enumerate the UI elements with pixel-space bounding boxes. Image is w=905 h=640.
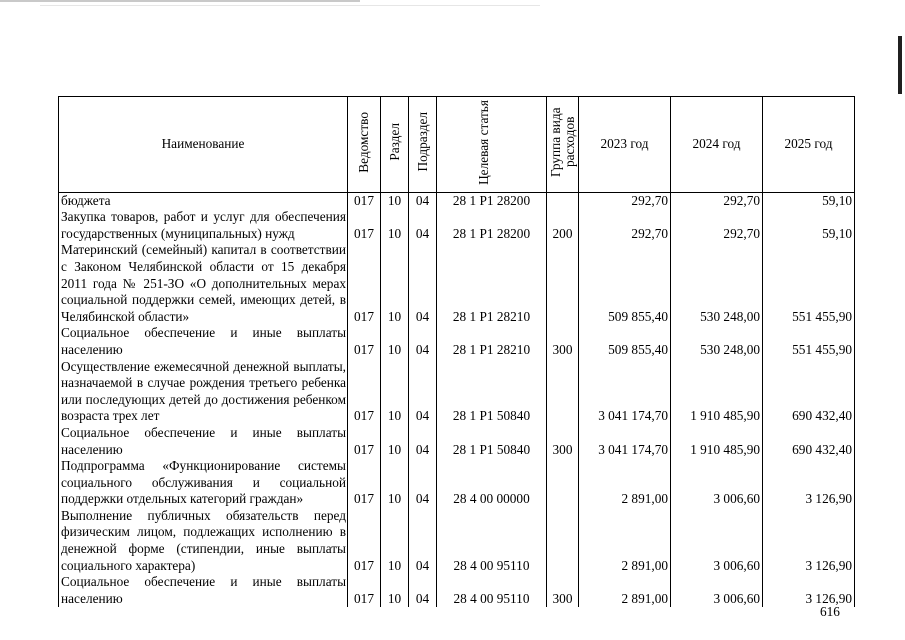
row-podrazdel: 04 — [409, 242, 437, 325]
row-gruppa: 300 — [547, 425, 579, 458]
row-2023: 2 891,00 — [579, 508, 671, 574]
row-2023: 3 041 174,70 — [579, 425, 671, 458]
row-2024: 530 248,00 — [671, 242, 763, 325]
row-2025: 3 126,90 — [763, 458, 855, 508]
table-row — [59, 242, 855, 325]
row-name: Социальное обеспечение и иные выплаты населению — [59, 574, 348, 607]
row-vedomstvo: 017 — [348, 574, 381, 607]
header-year-2023: 2023 год — [579, 97, 671, 193]
row-podrazdel: 04 — [409, 425, 437, 458]
row-celevaya-statya: 28 1 P1 28200 — [437, 192, 547, 209]
row-gruppa: 200 — [547, 209, 579, 242]
row-gruppa — [547, 508, 579, 574]
row-2025: 3 126,90 — [763, 508, 855, 574]
row-celevaya-statya: 28 4 00 95110 — [437, 508, 547, 574]
row-celevaya-statya: 28 1 P1 28210 — [437, 242, 547, 325]
row-razdel: 10 — [381, 242, 409, 325]
row-gruppa: 300 — [547, 574, 579, 607]
row-vedomstvo: 017 — [348, 242, 381, 325]
table-row — [59, 508, 855, 574]
row-2025: 690 432,40 — [763, 359, 855, 425]
row-vedomstvo: 017 — [348, 359, 381, 425]
row-name: Материнский (семейный) капитал в соответствии с Законом Челябинской области от 15 декабря 2011 года № 251-ЗО «О дополнительных мерах социальной поддержки семей, имеющих детей, в Челябинской области» — [59, 242, 348, 325]
row-razdel: 10 — [381, 458, 409, 508]
row-2023: 509 855,40 — [579, 242, 671, 325]
row-gruppa — [547, 192, 579, 209]
row-2024: 3 006,60 — [671, 574, 763, 607]
row-2023: 3 041 174,70 — [579, 359, 671, 425]
row-celevaya-statya: 28 4 00 00000 — [437, 458, 547, 508]
row-podrazdel: 04 — [409, 458, 437, 508]
row-gruppa — [547, 359, 579, 425]
table-row — [59, 209, 855, 242]
row-vedomstvo: 017 — [348, 325, 381, 358]
row-name: бюджета — [59, 192, 348, 209]
header-razdel: Раздел — [381, 97, 409, 193]
row-2025: 3 126,90 — [763, 574, 855, 607]
header-vedomstvo: Ведомство — [348, 97, 381, 193]
row-name: Социальное обеспечение и иные выплаты населению — [59, 425, 348, 458]
row-razdel: 10 — [381, 209, 409, 242]
row-vedomstvo: 017 — [348, 192, 381, 209]
header-celevaya-statya: Целевая статья — [437, 97, 547, 193]
row-2023: 2 891,00 — [579, 458, 671, 508]
row-2025: 59,10 — [763, 209, 855, 242]
header-gruppa-vida-rashodov: Группа вида расходов — [547, 97, 579, 193]
row-podrazdel: 04 — [409, 574, 437, 607]
row-2024: 530 248,00 — [671, 325, 763, 358]
row-razdel: 10 — [381, 425, 409, 458]
scan-edge-line-faint — [40, 5, 540, 6]
row-2023: 292,70 — [579, 192, 671, 209]
scan-edge-line — [0, 0, 360, 2]
table-header — [59, 97, 855, 193]
header-year-2025: 2025 год — [763, 97, 855, 193]
row-podrazdel: 04 — [409, 209, 437, 242]
row-razdel: 10 — [381, 325, 409, 358]
row-celevaya-statya: 28 1 P1 50840 — [437, 359, 547, 425]
row-name: Социальное обеспечение и иные выплаты населению — [59, 325, 348, 358]
row-razdel: 10 — [381, 359, 409, 425]
row-podrazdel: 04 — [409, 359, 437, 425]
row-vedomstvo: 017 — [348, 458, 381, 508]
row-podrazdel: 04 — [409, 192, 437, 209]
row-gruppa — [547, 458, 579, 508]
row-gruppa — [547, 242, 579, 325]
row-vedomstvo: 017 — [348, 425, 381, 458]
row-2023: 509 855,40 — [579, 325, 671, 358]
row-2024: 1 910 485,90 — [671, 425, 763, 458]
row-vedomstvo: 017 — [348, 508, 381, 574]
table-row — [59, 574, 855, 607]
row-2024: 292,70 — [671, 192, 763, 209]
row-celevaya-statya: 28 1 P1 28200 — [437, 209, 547, 242]
row-gruppa: 300 — [547, 325, 579, 358]
table-row — [59, 325, 855, 358]
table-row — [59, 458, 855, 508]
row-razdel: 10 — [381, 508, 409, 574]
row-name: Осуществление ежемесячной денежной выплаты, назначаемой в случае рождения третьего ребенка или последующих детей до достижения ребенком возраста трех лет — [59, 359, 348, 425]
row-2024: 292,70 — [671, 209, 763, 242]
header-podrazdel: Подраздел — [409, 97, 437, 193]
row-2025: 59,10 — [763, 192, 855, 209]
budget-table — [58, 96, 855, 607]
header-year-2024: 2024 год — [671, 97, 763, 193]
row-vedomstvo: 017 — [348, 209, 381, 242]
row-2025: 690 432,40 — [763, 425, 855, 458]
row-podrazdel: 04 — [409, 325, 437, 358]
row-name: Подпрограмма «Функционирование системы социального обслуживания и социальной поддержки отдельных категорий граждан» — [59, 458, 348, 508]
row-name: Выполнение публичных обязательств перед физическим лицом, подлежащих исполнению в денежной форме (стипендии, иные выплаты социального характера) — [59, 508, 348, 574]
row-2023: 292,70 — [579, 209, 671, 242]
row-razdel: 10 — [381, 574, 409, 607]
table-body — [59, 192, 855, 607]
header-name: Наименование — [59, 97, 348, 193]
page-number: 616 — [820, 604, 840, 619]
row-podrazdel: 04 — [409, 508, 437, 574]
row-name: Закупка товаров, работ и услуг для обеспечения государственных (муниципальных) нужд — [59, 209, 348, 242]
row-2025: 551 455,90 — [763, 242, 855, 325]
row-razdel: 10 — [381, 192, 409, 209]
row-celevaya-statya: 28 4 00 95110 — [437, 574, 547, 607]
row-2025: 551 455,90 — [763, 325, 855, 358]
row-2023: 2 891,00 — [579, 574, 671, 607]
row-celevaya-statya: 28 1 P1 28210 — [437, 325, 547, 358]
row-celevaya-statya: 28 1 P1 50840 — [437, 425, 547, 458]
table-row — [59, 359, 855, 425]
row-2024: 3 006,60 — [671, 458, 763, 508]
table-row — [59, 425, 855, 458]
scan-edge-mark — [898, 36, 902, 94]
row-2024: 1 910 485,90 — [671, 359, 763, 425]
row-2024: 3 006,60 — [671, 508, 763, 574]
table-row — [59, 192, 855, 209]
